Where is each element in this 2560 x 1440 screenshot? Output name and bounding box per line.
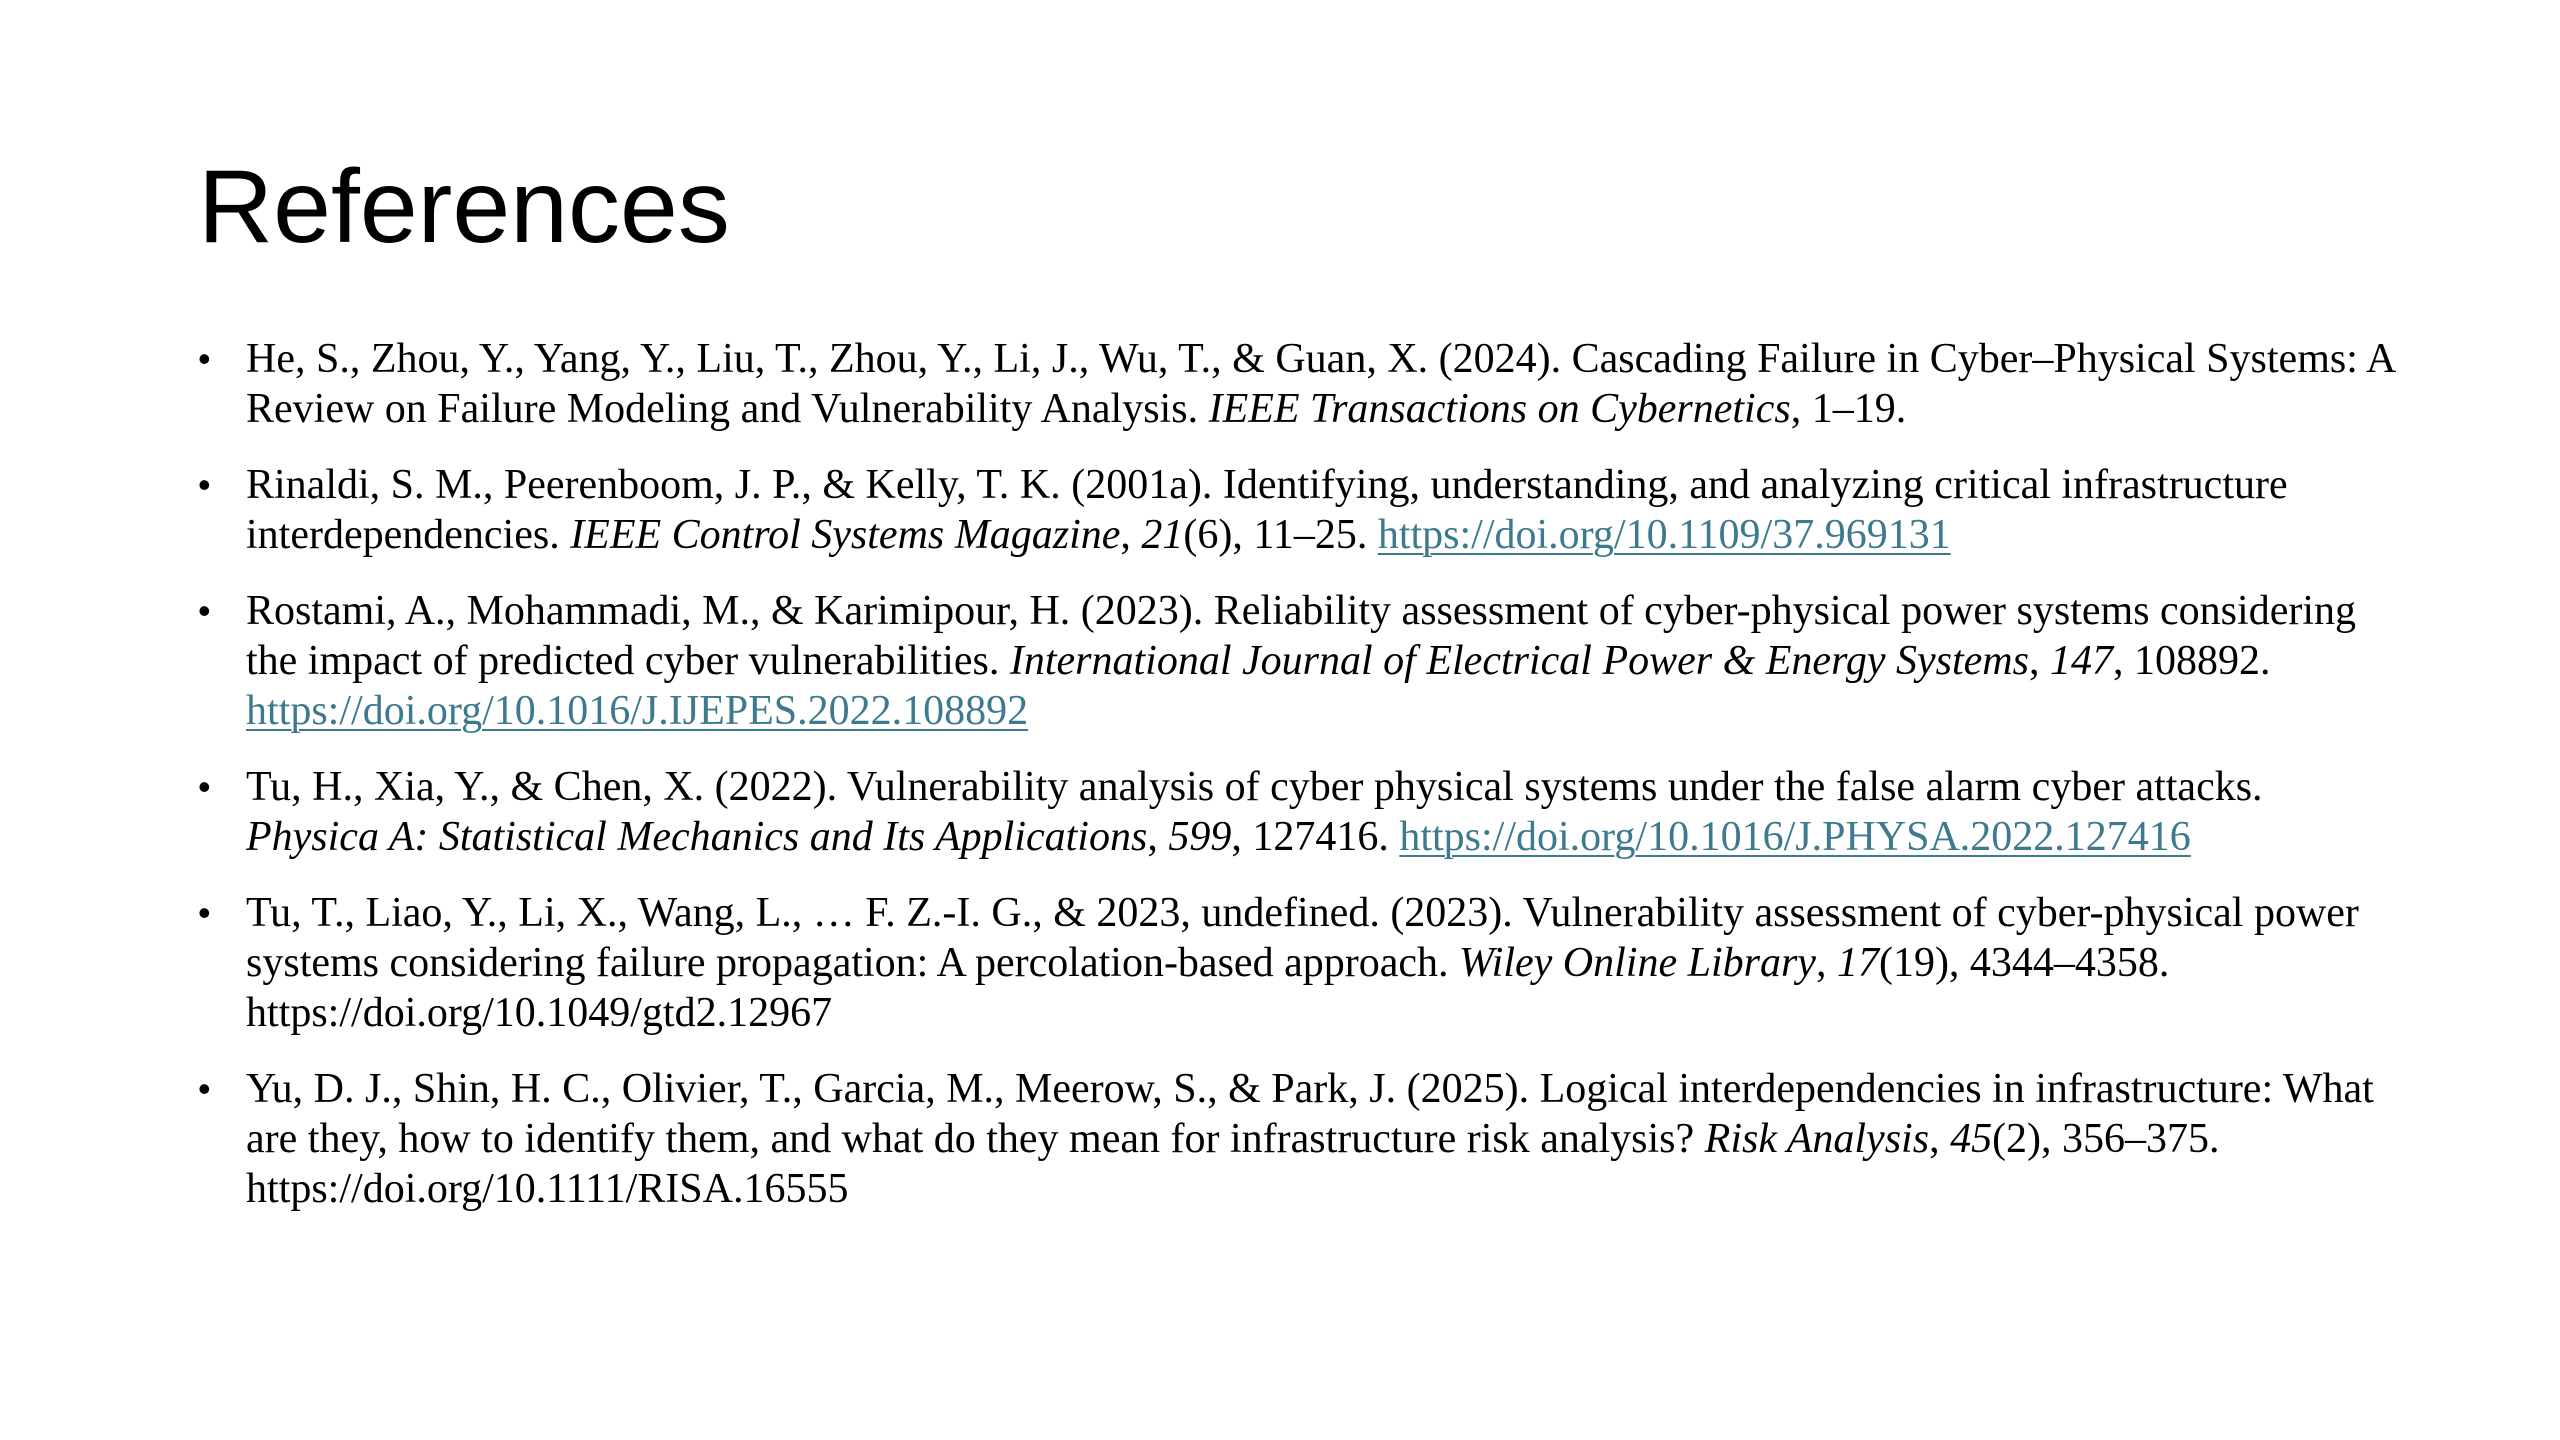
reference-text: (6), 11–25. [1183,512,1378,558]
bullet-icon: • [198,464,211,505]
bullet-icon: • [198,892,211,933]
doi-link[interactable]: https://doi.org/10.1109/37.969131 [1377,512,1951,558]
reference-item [198,460,2398,560]
reference-text: , [1929,1116,1951,1162]
reference-text: (19), 4344–4358. https://doi.org/10.1049/gtd2.12967 [246,940,2170,1036]
reference-item [198,1064,2398,1214]
reference-text: , 127416. [1231,814,1400,860]
reference-journal: International Journal of Electrical Power & Energy Systems [1009,638,2029,684]
bullet-icon: • [198,766,211,807]
reference-text: , [1120,512,1142,558]
reference-volume: 599 [1168,814,1232,860]
bullet-icon: • [198,590,211,631]
reference-text: , [2028,638,2050,684]
reference-journal: Wiley Online Library [1458,940,1816,986]
reference-journal: IEEE Transactions on Cybernetics [1208,386,1791,432]
reference-item [198,586,2398,736]
doi-link[interactable]: https://doi.org/10.1016/J.PHYSA.2022.127416 [1399,814,2191,860]
reference-text: He, S., Zhou, Y., Yang, Y., Liu, T., Zhou, Y., Li, J., Wu, T., & Guan, X. (2024). Cascading Failure in Cyber–Physical Systems: A Review on Failure Modeling and Vulnerability Analysis. [246,336,2395,432]
reference-text: Rinaldi, S. M., Peerenboom, J. P., & Kelly, T. K. (2001a). Identifying, understanding, and analyzing critical infrastructure interdependencies. [246,462,2288,558]
reference-list [198,334,2398,1240]
reference-text: , 108892. [2112,638,2271,684]
bullet-icon: • [198,338,211,379]
reference-text: Tu, T., Liao, Y., Li, X., Wang, L., … F. Z.-I. G., & 2023, undefined. (2023). Vulnerability assessment of cyber-physical power systems considering failure propagation: A percolation-based approach. [246,890,2359,986]
reference-item [198,334,2398,434]
reference-volume: 45 [1950,1116,1993,1162]
reference-volume: 17 [1836,940,1879,986]
reference-volume: 21 [1141,512,1184,558]
reference-text: , [1147,814,1169,860]
bullet-icon: • [198,1068,211,1109]
reference-volume: 147 [2049,638,2113,684]
reference-journal: Risk Analysis [1704,1116,1930,1162]
doi-link[interactable]: https://doi.org/10.1016/J.IJEPES.2022.108892 [246,688,1029,734]
reference-text: Yu, D. J., Shin, H. C., Olivier, T., Garcia, M., Meerow, S., & Park, J. (2025). Logical interdependencies in infrastructure: What are they, how to identify them, and what do they mean for infrastructure risk analysis? [246,1066,2374,1162]
reference-text: , 1–19. [1790,386,1907,432]
reference-text: (2), 356–375. https://doi.org/10.1111/RISA.16555 [246,1116,2220,1212]
reference-item [198,762,2398,862]
slide-title: References [198,149,730,265]
reference-journal: IEEE Control Systems Magazine [570,512,1121,558]
reference-journal: Physica A: Statistical Mechanics and Its Applications [246,814,1148,860]
reference-text: Rostami, A., Mohammadi, M., & Karimipour, H. (2023). Reliability assessment of cyber-physical power systems considering the impact of predicted cyber vulnerabilities. [246,588,2356,684]
reference-text: Tu, H., Xia, Y., & Chen, X. (2022). Vulnerability analysis of cyber physical systems under the false alarm cyber attacks. [246,764,2263,810]
reference-text: , [1815,940,1837,986]
reference-item [198,888,2398,1038]
